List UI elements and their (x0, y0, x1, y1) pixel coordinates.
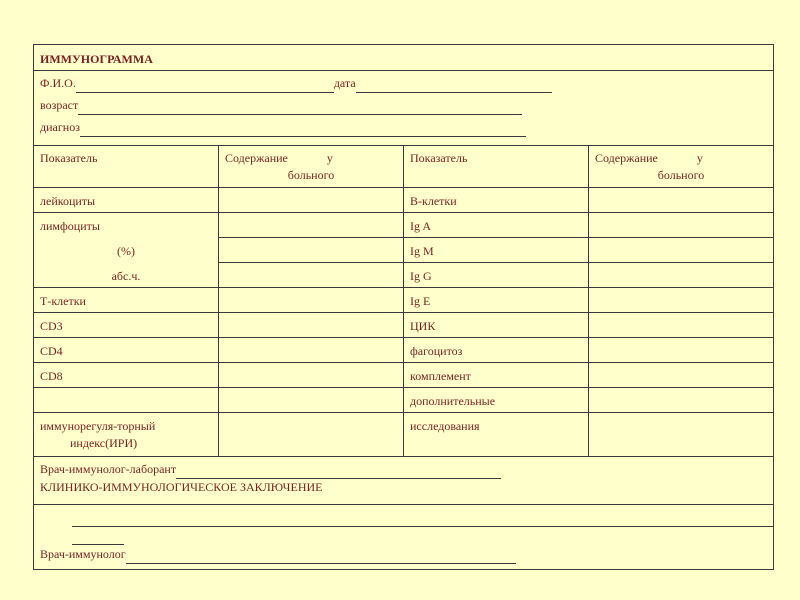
table-row (34, 413, 774, 457)
date-field[interactable] (356, 75, 552, 93)
value-iri[interactable] (219, 413, 404, 457)
diagnosis-line (40, 119, 767, 137)
conclusion-title: КЛИНИКО-ИММУНОЛОГИЧЕСКОЕ ЗАКЛЮЧЕНИЕ (40, 480, 323, 494)
value-lymph-percent[interactable] (219, 238, 404, 263)
lab-doctor-line (40, 461, 767, 479)
label-iri-line2: индекс(ИРИ) (70, 436, 138, 450)
label-t-cells: Т-клетки (34, 288, 219, 313)
diagnosis-field[interactable] (80, 119, 526, 137)
col-header-indicator-left: Показатель (34, 146, 219, 188)
doctor-label: Врач-иммунолог (40, 547, 126, 561)
table-row (34, 363, 774, 388)
label-lymphocytes: лимфоциты (40, 219, 100, 233)
doctor-signature-field[interactable] (126, 546, 516, 564)
label-b-cells: В-клетки (404, 188, 589, 213)
age-field[interactable] (78, 97, 522, 115)
label-phagocytosis: фагоцитоз (404, 338, 589, 363)
label-studies: исследования (404, 413, 589, 457)
doctor-line (40, 546, 767, 564)
label-lymph-percent: (%) (117, 244, 135, 258)
conclusion-line-3 (72, 544, 124, 545)
label-empty (34, 388, 219, 413)
value-iga[interactable] (589, 213, 774, 238)
value-cd3[interactable] (219, 313, 404, 338)
value-complement[interactable] (589, 363, 774, 388)
value-empty[interactable] (219, 388, 404, 413)
age-line (40, 97, 767, 115)
col-header-content-right (589, 146, 774, 188)
content-header-line2: больного (657, 168, 705, 182)
value-cd4[interactable] (219, 338, 404, 363)
label-iga: Ig A (404, 213, 589, 238)
value-cic[interactable] (589, 313, 774, 338)
diagnosis-label: диагноз (40, 120, 80, 134)
content-header-line1: Содержание у (225, 151, 333, 165)
date-label: дата (333, 76, 356, 90)
label-cd3: CD3 (34, 313, 219, 338)
label-leukocytes: лейкоциты (34, 188, 219, 213)
value-phagocytosis[interactable] (589, 338, 774, 363)
form-title: ИММУНОГРАММА (34, 45, 774, 71)
label-ige: Ig E (404, 288, 589, 313)
conclusion-field[interactable] (40, 496, 767, 546)
value-lymph-abs[interactable] (219, 263, 404, 288)
value-cd8[interactable] (219, 363, 404, 388)
table-row (34, 213, 774, 238)
label-lymphocytes-group (34, 213, 219, 288)
label-igm: Ig M (404, 238, 589, 263)
name-label: Ф.И.О. (40, 76, 76, 90)
footer-section (34, 457, 774, 570)
table-row (34, 188, 774, 213)
conclusion-line-1 (34, 504, 773, 505)
col-header-indicator-right: Показатель (404, 146, 589, 188)
label-complement: комплемент (404, 363, 589, 388)
label-iri-line1: иммунорегуля-торный (40, 419, 156, 433)
label-lymph-abs: абс.ч. (111, 269, 141, 283)
value-igg[interactable] (589, 263, 774, 288)
header-row (34, 146, 774, 188)
lab-doctor-field[interactable] (176, 461, 501, 479)
value-b-cells[interactable] (589, 188, 774, 213)
value-lymphocytes[interactable] (219, 213, 404, 238)
age-label: возраст (40, 98, 79, 112)
value-leukocytes[interactable] (219, 188, 404, 213)
value-igm[interactable] (589, 238, 774, 263)
label-cic: ЦИК (404, 313, 589, 338)
col-header-content-left (219, 146, 404, 188)
lab-doctor-label: Врач-иммунолог-лаборант (40, 462, 177, 476)
label-igg: Ig G (404, 263, 589, 288)
title-row (34, 45, 774, 71)
label-cd4: CD4 (34, 338, 219, 363)
immunogram-form (33, 44, 774, 570)
value-t-cells[interactable] (219, 288, 404, 313)
value-additional[interactable] (589, 388, 774, 413)
table-row (34, 313, 774, 338)
patient-info-row (34, 71, 774, 146)
name-date-line (40, 75, 767, 93)
content-header-line2: больного (287, 168, 335, 182)
label-cd8: CD8 (34, 363, 219, 388)
name-field[interactable] (76, 75, 334, 93)
table-row (34, 388, 774, 413)
conclusion-line-2 (72, 526, 773, 527)
value-ige[interactable] (589, 288, 774, 313)
value-studies[interactable] (589, 413, 774, 457)
patient-info (34, 71, 774, 146)
label-iri (34, 413, 219, 457)
table-row (34, 288, 774, 313)
footer-row (34, 457, 774, 570)
label-additional: дополнительные (404, 388, 589, 413)
content-header-line1: Содержание у (595, 151, 703, 165)
table-row (34, 338, 774, 363)
